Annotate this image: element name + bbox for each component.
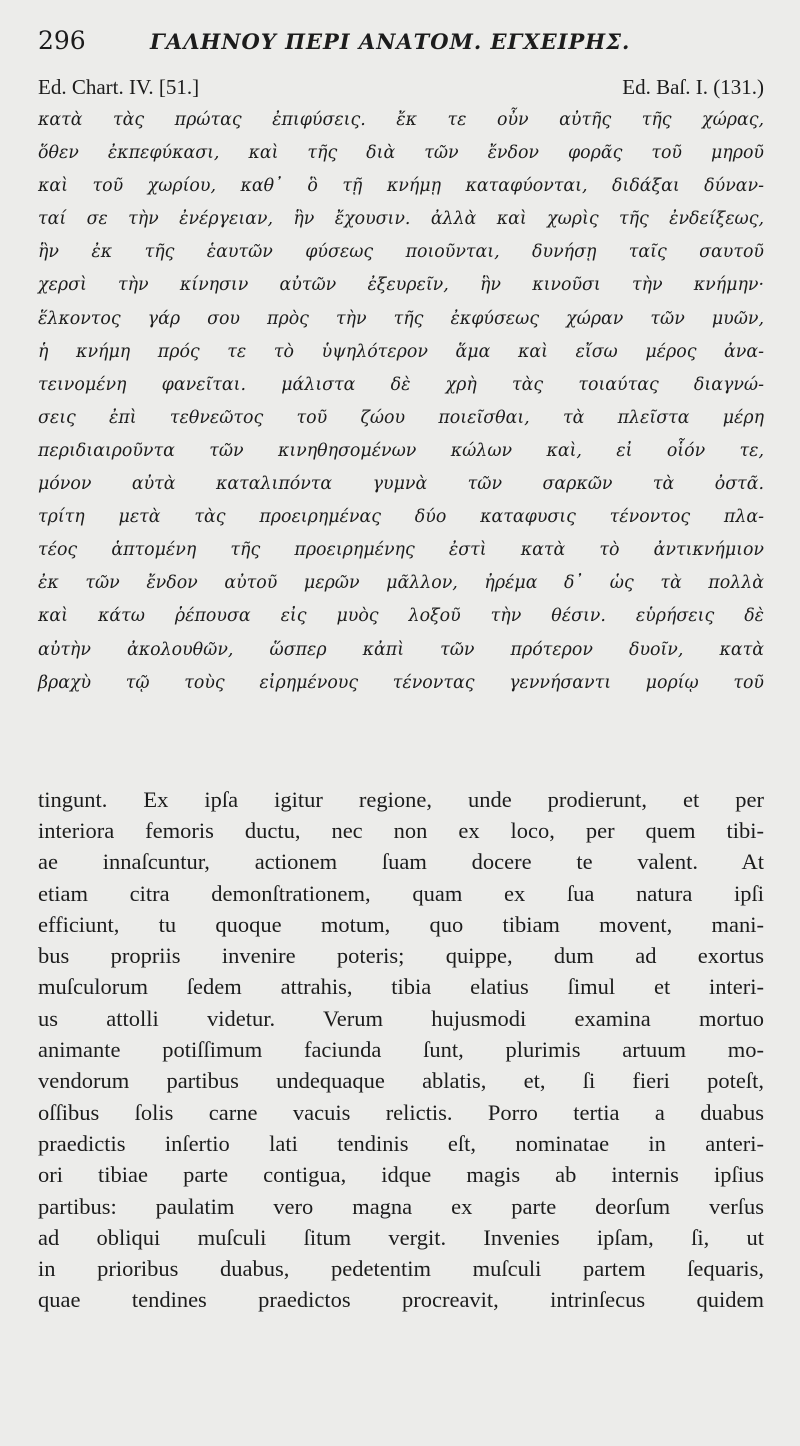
latin-line: quae tendines praedictos procreavit, intrinſecus quidem xyxy=(38,1287,764,1313)
edition-references xyxy=(38,72,764,102)
latin-line: ori tibiae parte contigua, idque magis ab internis ipſius xyxy=(38,1162,764,1188)
running-title: ΓΑΛΗΝΟΥ ΠΕΡΙ ΑΝΑΤΟΜ. ΕΓΧΕΙΡΗΣ. xyxy=(150,29,631,54)
edition-left: Ed. Chart. IV. [51.] xyxy=(38,75,200,99)
greek-line: ἕλκοντος γάρ σου πρὸς τὴν τῆς ἐκφύσεως χώραν τῶν μυῶν, xyxy=(38,308,764,329)
latin-line: partibus: paulatim vero magna ex parte deorſum verſus xyxy=(38,1193,764,1219)
greek-line: καὶ κάτω ῥέπουσα εἰς μυὸς λοξοῦ τὴν θέσιν. εὑρήσεις δὲ xyxy=(38,606,764,627)
latin-line: tingunt. Ex ipſa igitur regione, unde prodierunt, et per xyxy=(38,786,764,812)
greek-line: τεινομένη φανεῖται. μάλιστα δὲ χρὴ τὰς τοιαύτας διαγνώ- xyxy=(38,374,764,395)
running-head xyxy=(38,26,764,72)
latin-line: vendorum partibus undequaque ablatis, et, ſi fieri poteſt, xyxy=(38,1068,764,1094)
greek-line: περιδιαιροῦντα τῶν κινηθησομένων κώλων καὶ, εἰ οἷόν τε, xyxy=(38,440,764,461)
greek-line: μόνον αὐτὰ καταλιπόντα γυμνὰ τῶν σαρκῶν τὰ ὀστᾶ. xyxy=(38,474,764,495)
latin-line: ad obliqui muſculi ſitum vergit. Invenies ipſam, ſi, ut xyxy=(38,1224,764,1250)
latin-line: praedictis inſertio lati tendinis eſt, nominatae in anteri- xyxy=(38,1130,764,1156)
greek-line: κατὰ τὰς πρώτας ἐπιφύσεις. ἔκ τε οὖν αὐτῆς τῆς χώρας, xyxy=(38,110,764,130)
greek-line: βραχὺ τῷ τοὺς εἰρημένους τένοντας γεννήσαντι μορίῳ τοῦ xyxy=(38,672,764,693)
greek-line: χερσὶ τὴν κίνησιν αὐτῶν ἐξευρεῖν, ἣν κινοῦσι τὴν κνήμην· xyxy=(38,275,764,296)
greek-text-block xyxy=(38,104,764,700)
latin-line: ae innaſcuntur, actionem ſuam docere te valent. At xyxy=(38,849,764,875)
greek-line: τέος ἁπτομένη τῆς προειρημένης ἐστὶ κατὰ τὸ ἀντικνήμιον xyxy=(38,540,764,561)
greek-line: ἐκ τῶν ἔνδον αὐτοῦ μερῶν μᾶλλον, ἠρέμα δ᾽ ὡς τὰ πολλὰ xyxy=(38,573,764,594)
greek-line: ἣν ἐκ τῆς ἑαυτῶν φύσεως ποιοῦνται, δυνήσῃ ταῖς σαυτοῦ xyxy=(38,242,764,263)
latin-line: efficiunt, tu quoque motum, quo tibiam movent, mani- xyxy=(38,911,764,937)
latin-line: animante potiſſimum faciunda ſunt, plurimis artuum mo- xyxy=(38,1037,764,1063)
latin-line: bus propriis invenire poteris; quippe, dum ad exortus xyxy=(38,943,764,969)
greek-line: αὐτὴν ἀκολουθῶν, ὥσπερ κἀπὶ τῶν πρότερον δυοῖν, κατὰ xyxy=(38,639,764,660)
greek-line: ταί σε τὴν ἐνέργειαν, ἣν ἔχουσιν. ἀλλὰ καὶ χωρὶς τῆς ἐνδείξεως, xyxy=(38,209,764,230)
latin-line: etiam citra demonſtrationem, quam ex ſua natura ipſi xyxy=(38,880,764,906)
latin-line: oſſibus ſolis carne vacuis relictis. Porro tertia a duabus xyxy=(38,1099,764,1125)
greek-line: ὅθεν ἐκπεφύκασι, καὶ τῆς διὰ τῶν ἔνδον φορᾶς τοῦ μηροῦ xyxy=(38,143,764,164)
greek-line: σεις ἐπὶ τεθνεῶτος τοῦ ζώου ποιεῖσθαι, τὰ πλεῖστα μέρη xyxy=(38,407,764,428)
latin-line: us attolli videtur. Verum hujusmodi examina mortuo xyxy=(38,1005,764,1031)
latin-line: interiora femoris ductu, nec non ex loco, per quem tibi- xyxy=(38,817,764,843)
greek-line: καὶ τοῦ χωρίου, καθ᾽ ὃ τῇ κνήμῃ καταφύονται, διδάξαι δύναν- xyxy=(38,176,764,197)
greek-line: ἡ κνήμη πρός τε τὸ ὑψηλότερον ἅμα καὶ εἴσω μέρος ἀνα- xyxy=(38,341,764,362)
edition-right: Ed. Baſ. I. (131.) xyxy=(622,75,764,99)
latin-text-block xyxy=(38,784,764,1316)
greek-line: τρίτη μετὰ τὰς προειρημένας δύο καταφυσις τένοντος πλα- xyxy=(38,507,764,528)
latin-line: muſculorum ſedem attrahis, tibia elatius ſimul et interi- xyxy=(38,974,764,1000)
latin-line: in prioribus duabus, pedetentim muſculi partem ſequaris, xyxy=(38,1256,764,1282)
page-number: 296 xyxy=(38,26,86,55)
